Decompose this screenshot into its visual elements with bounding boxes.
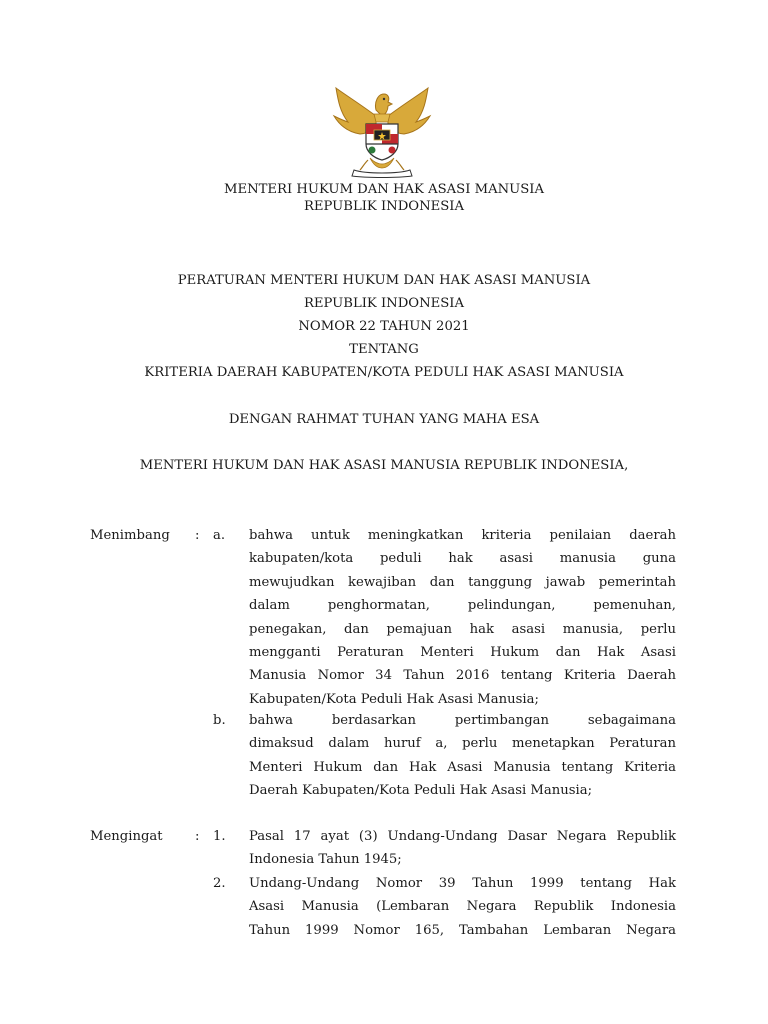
menimbang-point-b	[249, 709, 676, 803]
text-line: Manusia Nomor 34 Tahun 2016 tentang Kriteria Daerah	[249, 668, 676, 684]
header-country: REPUBLIK INDONESIA	[303, 199, 465, 214]
mengingat-label: Mengingat	[90, 829, 163, 844]
text-line: Indonesia Tahun 1945;	[249, 852, 402, 868]
text-line: bahwa berdasarkan pertimbangan sebagaimana	[249, 713, 676, 728]
regulation-country: REPUBLIK INDONESIA	[303, 296, 465, 311]
mengingat-marker-1: 1.	[213, 829, 226, 844]
text-line: Tahun 1999 Nomor 165, Tambahan Lembaran Negara	[249, 922, 676, 938]
menimbang-point-a	[249, 524, 676, 711]
regulation-number: NOMOR 22 TAHUN 2021	[298, 319, 470, 334]
regulation-title: PERATURAN MENTERI HUKUM DAN HAK ASASI MANUSIA	[177, 273, 591, 288]
text-line: mewujudkan kewajiban dan tanggung jawab pemerintah	[249, 574, 676, 590]
text-line: mengganti Peraturan Menteri Hukum dan Hak Asasi	[249, 644, 676, 660]
text-line: Menteri Hukum dan Hak Asasi Manusia tentang Kriteria	[249, 759, 676, 775]
mengingat-point-1	[249, 825, 676, 872]
text-line: Undang-Undang Nomor 39 Tahun 1999 tentang Hak	[249, 876, 676, 891]
header-ministry: MENTERI HUKUM DAN HAK ASASI MANUSIA	[223, 182, 545, 197]
menimbang-marker-a: a.	[213, 528, 226, 543]
mengingat-colon: :	[195, 829, 200, 844]
garuda-pancasila-emblem	[330, 86, 434, 178]
text-line: Pasal 17 ayat (3) Undang-Undang Dasar Negara Republik	[249, 829, 676, 844]
text-line: penegakan, dan pemajuan hak asasi manusia, perlu	[249, 621, 676, 637]
menimbang-label: Menimbang	[90, 528, 170, 543]
issuer-line: MENTERI HUKUM DAN HAK ASASI MANUSIA REPUBLIK INDONESIA,	[139, 458, 629, 473]
text-line: Daerah Kabupaten/Kota Peduli Hak Asasi Manusia;	[249, 783, 593, 799]
regulation-about: TENTANG	[349, 342, 419, 357]
menimbang-marker-b: b.	[213, 713, 226, 728]
mengingat-point-2	[249, 872, 676, 942]
text-line: dalam penghormatan, pelindungan, pemenuhan,	[249, 598, 676, 614]
mengingat-marker-2: 2.	[213, 876, 226, 891]
text-line: Kabupaten/Kota Peduli Hak Asasi Manusia;	[249, 691, 539, 707]
blessing-line: DENGAN RAHMAT TUHAN YANG MAHA ESA	[228, 412, 540, 427]
text-line: Asasi Manusia (Lembaran Negara Republik Indonesia	[249, 899, 676, 915]
text-line: bahwa untuk meningkatkan kriteria penilaian daerah	[249, 528, 676, 543]
text-line: kabupaten/kota peduli hak asasi manusia guna	[249, 551, 676, 567]
regulation-subject: KRITERIA DAERAH KABUPATEN/KOTA PEDULI HAK ASASI MANUSIA	[144, 365, 624, 380]
text-line: dimaksud dalam huruf a, perlu menetapkan Peraturan	[249, 736, 676, 752]
menimbang-colon: :	[195, 528, 200, 543]
